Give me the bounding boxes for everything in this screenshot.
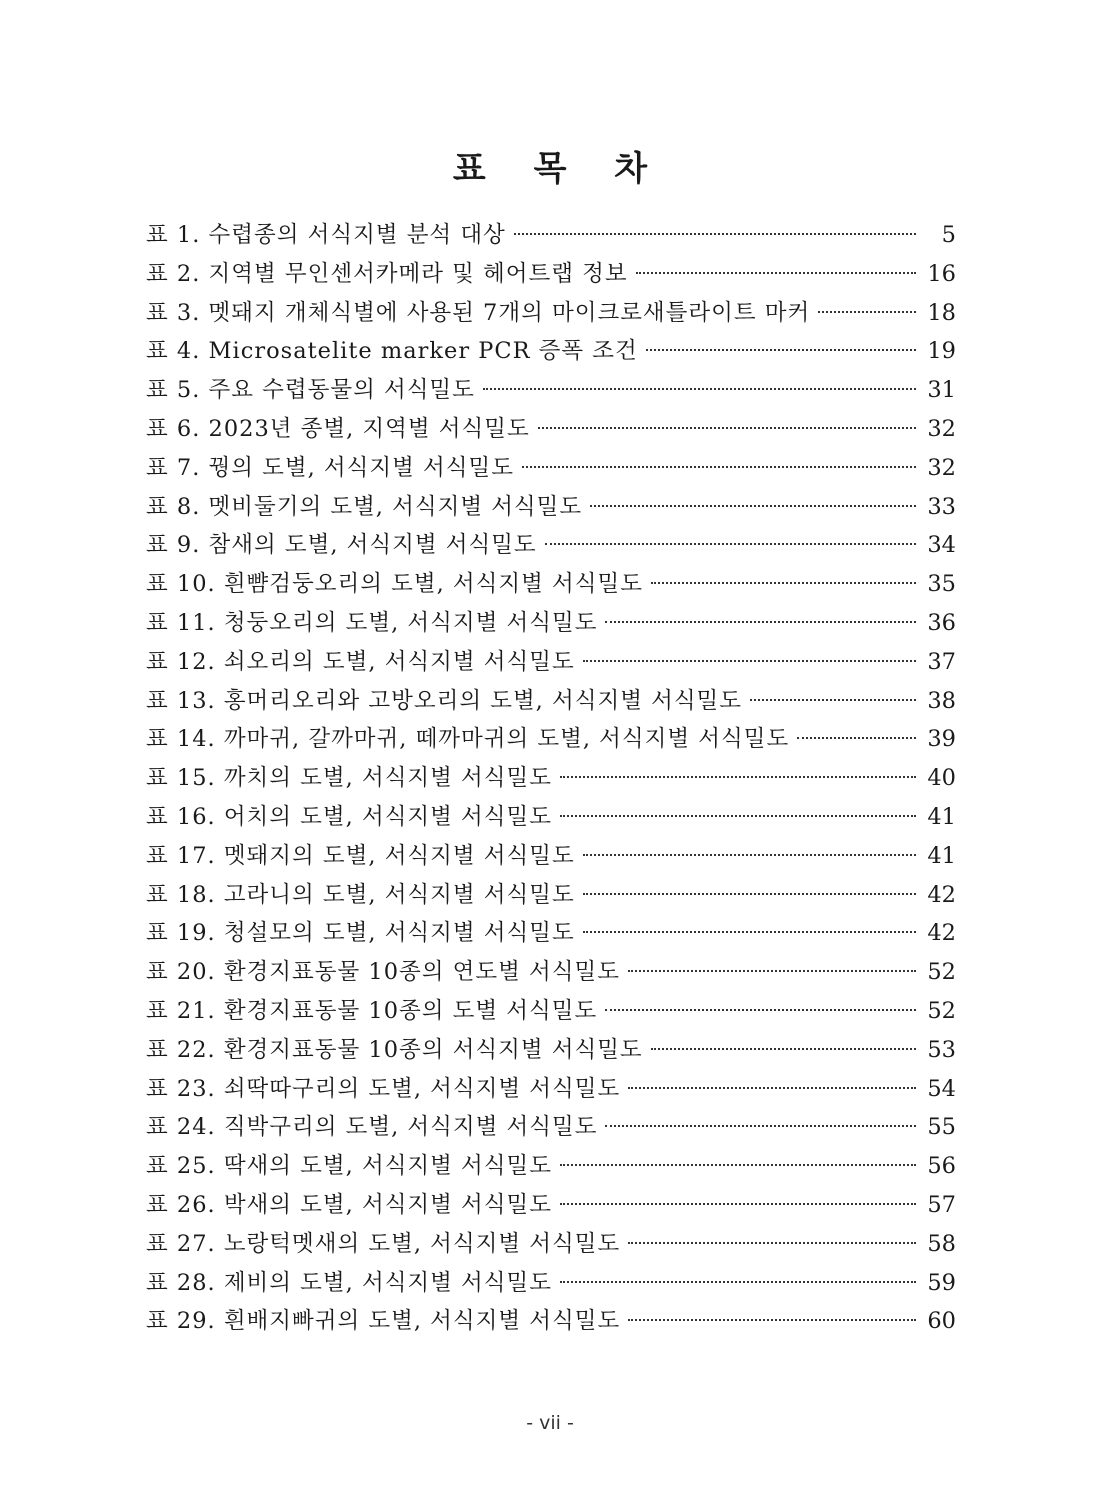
toc-entry-label: 표 6. 2023년 종별, 지역별 서식밀도	[146, 415, 530, 442]
dot-leader	[522, 466, 916, 468]
toc-entry-page-number: 42	[927, 881, 956, 908]
dot-leader	[583, 660, 916, 662]
toc-entry-label: 표 12. 쇠오리의 도별, 서식지별 서식밀도	[146, 648, 575, 675]
toc-entry-label: 표 19. 청설모의 도별, 서식지별 서식밀도	[146, 920, 575, 947]
toc-entry-page-number: 5	[941, 222, 956, 248]
toc-entry[interactable]	[146, 371, 956, 410]
dot-leader	[818, 311, 916, 313]
toc-entry-label: 표 13. 홍머리오리와 고방오리의 도별, 서식지별 서식밀도	[146, 687, 743, 714]
toc-entry-page-number: 31	[927, 377, 956, 404]
toc-entry[interactable]	[146, 332, 956, 371]
toc-entry-label: 표 9. 참새의 도별, 서식지별 서식밀도	[146, 532, 537, 559]
toc-entry-label: 표 14. 까마귀, 갈까마귀, 떼까마귀의 도별, 서식지별 서식밀도	[146, 726, 790, 753]
toc-entry-label: 표 27. 노랑턱멧새의 도별, 서식지별 서식밀도	[146, 1230, 621, 1257]
toc-entry-page-number: 54	[927, 1075, 956, 1102]
toc-entry[interactable]	[146, 720, 956, 759]
dot-leader	[583, 931, 916, 933]
toc-entry[interactable]	[146, 682, 956, 721]
dot-leader	[651, 1048, 916, 1050]
toc-entry[interactable]	[146, 449, 956, 488]
dot-leader	[628, 1319, 916, 1321]
toc-entry-label: 표 20. 환경지표동물 10종의 연도별 서식밀도	[146, 959, 620, 986]
toc-entry-label: 표 1. 수렵종의 서식지별 분석 대상	[146, 222, 506, 248]
dot-leader	[651, 582, 916, 584]
toc-entry-label: 표 29. 흰배지빠귀의 도별, 서식지별 서식밀도	[146, 1308, 621, 1335]
dot-leader	[560, 776, 916, 778]
dot-leader	[605, 621, 916, 623]
dot-leader	[560, 1164, 916, 1166]
toc-entry[interactable]	[146, 526, 956, 565]
dot-leader	[590, 505, 916, 507]
toc-entry[interactable]	[146, 410, 956, 449]
toc-entry[interactable]	[146, 876, 956, 915]
dot-leader	[583, 893, 916, 895]
toc-entry-page-number: 32	[927, 454, 956, 481]
toc-entry-page-number: 59	[927, 1269, 956, 1296]
page-number-footer: - vii -	[526, 1412, 574, 1434]
toc-entry-page-number: 56	[927, 1153, 956, 1180]
toc-entry[interactable]	[146, 914, 956, 953]
toc-entry-page-number: 33	[927, 493, 956, 520]
toc-entry-label: 표 5. 주요 수렵동물의 서식밀도	[146, 377, 475, 404]
toc-entry-label: 표 17. 멧돼지의 도별, 서식지별 서식밀도	[146, 842, 575, 869]
toc-entry-page-number: 52	[927, 997, 956, 1024]
toc-entry[interactable]	[146, 643, 956, 682]
toc-entry-page-number: 41	[927, 842, 956, 869]
dot-leader	[538, 427, 916, 429]
dot-leader	[628, 1242, 916, 1244]
toc-entry-page-number: 34	[927, 532, 956, 559]
dot-leader	[545, 543, 916, 545]
toc-entry[interactable]	[146, 1186, 956, 1225]
toc-entry-label: 표 2. 지역별 무인센서카메라 및 헤어트랩 정보	[146, 260, 628, 287]
toc-entry[interactable]	[146, 1302, 956, 1341]
dot-leader	[483, 388, 916, 390]
toc-entry-page-number: 53	[927, 1036, 956, 1063]
toc-entry[interactable]	[146, 488, 956, 527]
toc-entry-label: 표 3. 멧돼지 개체식별에 사용된 7개의 마이크로새틀라이트 마커	[146, 299, 811, 326]
toc-entry-page-number: 18	[927, 299, 956, 326]
toc-entry[interactable]	[146, 1225, 956, 1264]
dot-leader	[560, 1281, 916, 1283]
dot-leader	[636, 272, 916, 274]
dot-leader	[514, 233, 916, 235]
toc-entry[interactable]	[146, 953, 956, 992]
toc-entry-label: 표 25. 딱새의 도별, 서식지별 서식밀도	[146, 1153, 552, 1180]
toc-entry[interactable]	[146, 759, 956, 798]
toc-entry-label: 표 23. 쇠딱따구리의 도별, 서식지별 서식밀도	[146, 1075, 621, 1102]
dot-leader	[583, 854, 916, 856]
toc-entry-page-number: 35	[927, 571, 956, 598]
toc-entry[interactable]	[146, 565, 956, 604]
toc-entry[interactable]	[146, 255, 956, 294]
toc-entry[interactable]	[146, 837, 956, 876]
toc-entry-page-number: 37	[927, 648, 956, 675]
dot-leader	[750, 699, 916, 701]
dot-leader	[560, 1203, 916, 1205]
toc-entry-page-number: 55	[927, 1114, 956, 1141]
toc-entry[interactable]	[146, 1070, 956, 1109]
toc-entry-label: 표 21. 환경지표동물 10종의 도별 서식밀도	[146, 997, 598, 1024]
toc-entry[interactable]	[146, 294, 956, 333]
toc-entry-label: 표 10. 흰뺨검둥오리의 도별, 서식지별 서식밀도	[146, 571, 643, 598]
dot-leader	[560, 815, 916, 817]
toc-entry-label: 표 11. 청둥오리의 도별, 서식지별 서식밀도	[146, 609, 598, 636]
toc-entry-page-number: 40	[927, 765, 956, 792]
toc-entry-label: 표 16. 어치의 도별, 서식지별 서식밀도	[146, 803, 552, 830]
toc-entry[interactable]	[146, 1031, 956, 1070]
toc-entry-page-number: 32	[927, 415, 956, 442]
toc-entry-label: 표 8. 멧비둘기의 도별, 서식지별 서식밀도	[146, 493, 583, 520]
dot-leader	[605, 1125, 916, 1127]
toc-entry[interactable]	[146, 216, 956, 255]
page-title: 표 목 차	[452, 148, 666, 189]
toc-entry-label: 표 15. 까치의 도별, 서식지별 서식밀도	[146, 765, 552, 792]
dot-leader	[797, 737, 916, 739]
toc-entry[interactable]	[146, 1147, 956, 1186]
toc-entry-page-number: 57	[927, 1191, 956, 1218]
toc-entry[interactable]	[146, 604, 956, 643]
toc-entry[interactable]	[146, 1108, 956, 1147]
dot-leader	[628, 970, 916, 972]
toc-entry-label: 표 7. 꿩의 도별, 서식지별 서식밀도	[146, 454, 514, 481]
toc-entry-page-number: 19	[927, 338, 956, 365]
toc-entry[interactable]	[146, 992, 956, 1031]
toc-entry-page-number: 60	[927, 1308, 956, 1335]
toc-entry-label: 표 26. 박새의 도별, 서식지별 서식밀도	[146, 1191, 552, 1218]
toc-entry-page-number: 52	[927, 959, 956, 986]
toc-entry-label: 표 4. Microsatelite marker PCR 증폭 조건	[146, 338, 638, 365]
table-of-contents-list	[146, 216, 956, 1341]
dot-leader	[605, 1009, 916, 1011]
dot-leader	[646, 349, 916, 351]
dot-leader	[628, 1087, 916, 1089]
toc-entry[interactable]	[146, 798, 956, 837]
toc-entry-page-number: 42	[927, 920, 956, 947]
toc-entry-label: 표 24. 직박구리의 도별, 서식지별 서식밀도	[146, 1114, 598, 1141]
toc-entry-page-number: 58	[927, 1230, 956, 1257]
toc-entry-page-number: 38	[927, 687, 956, 714]
toc-entry-page-number: 36	[927, 609, 956, 636]
toc-entry-page-number: 39	[927, 726, 956, 753]
toc-entry-page-number: 16	[927, 260, 956, 287]
toc-entry[interactable]	[146, 1264, 956, 1303]
toc-entry-label: 표 22. 환경지표동물 10종의 서식지별 서식밀도	[146, 1036, 643, 1063]
toc-entry-label: 표 28. 제비의 도별, 서식지별 서식밀도	[146, 1269, 552, 1296]
toc-entry-page-number: 41	[927, 803, 956, 830]
toc-entry-label: 표 18. 고라니의 도별, 서식지별 서식밀도	[146, 881, 575, 908]
